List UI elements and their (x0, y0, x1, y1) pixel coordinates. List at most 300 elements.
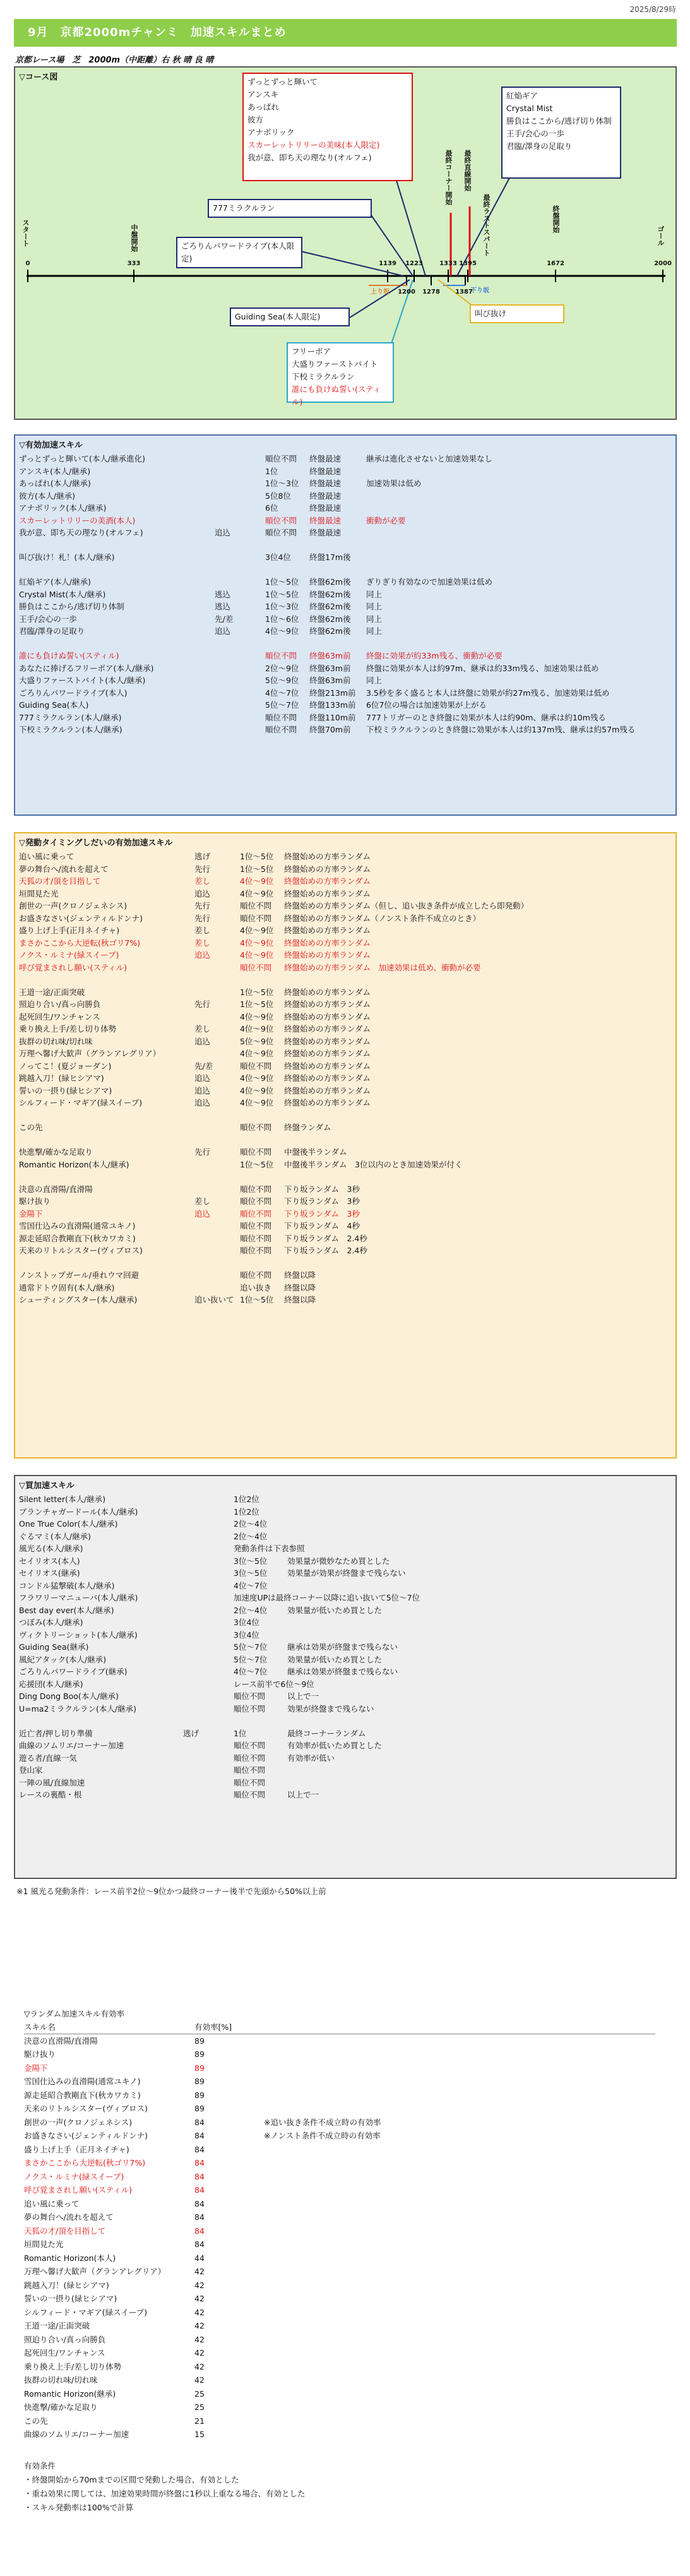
fake-cell: 効果量が微妙なため買とした (287, 1556, 390, 1566)
accel-row (19, 699, 672, 712)
fake-cell: 遊る者/直線一気 (19, 1753, 77, 1763)
timing-cell (194, 1134, 240, 1147)
box-top-skills (242, 73, 413, 181)
timing-cell (194, 1232, 240, 1245)
accel-cell (215, 699, 265, 712)
accel-cell: 4位〜9位 (265, 626, 299, 636)
timing-cell (341, 1023, 644, 1035)
accel-row (19, 588, 672, 601)
accel-cell (215, 490, 265, 503)
rate-cell (264, 2089, 516, 2102)
fake-cell: つぼみ(本人/継承) (19, 1618, 83, 1627)
rate-cell: 21 (194, 2416, 205, 2426)
timing-cell (341, 863, 644, 876)
fake-cell: U=ma2ミラクルラン(本人/継承) (19, 1703, 137, 1714)
rate-cell (264, 2360, 516, 2374)
fake-cell: Best day ever(本人/継承) (19, 1605, 114, 1615)
rate-cell (264, 2197, 516, 2211)
timing-cell: 4位〜9位 (240, 1024, 274, 1034)
timing-cell: 終盤始めの方率ランダム (284, 950, 371, 960)
fake-cell: 風光る(本人/継承) (19, 1544, 83, 1553)
footnote: ※1 風光る発動条件：レース前半2位〜9位かつ最終コーナー後半で先頭から50%以上前 (16, 1887, 326, 1896)
accel-row (19, 465, 672, 478)
rate-row (24, 2075, 655, 2089)
rate-row (24, 2400, 655, 2414)
rate-cell: Romantic Horizon(継承) (24, 2388, 116, 2399)
fake-row (19, 1789, 672, 1801)
rate-cell: 84 (194, 2158, 205, 2168)
rate-row (24, 2265, 655, 2279)
rate-header-name: スキル名 (24, 2022, 56, 2032)
timing-cell (19, 1257, 194, 1270)
accel-cell: 6位7位の場合は加速効果が上がる (366, 700, 487, 710)
timing-cell: シューティングスター(本人/継承) (19, 1295, 138, 1304)
fake-cell (287, 1493, 653, 1506)
accel-cell: 終盤最速 (309, 528, 342, 537)
timing-row (19, 900, 672, 912)
timing-cell: 下り坂ランダム 2.4秒 (284, 1246, 367, 1255)
fake-cell: 順位不問 (234, 1753, 266, 1763)
accel-cell: 王手/会心の一歩 (19, 614, 77, 624)
page-title: 9月 京都2000mチャンミ 加速スキルまとめ (14, 19, 677, 47)
rate-cell: 84 (194, 2144, 205, 2154)
fake-row (19, 1752, 672, 1765)
timing-cell (194, 1220, 240, 1232)
rate-cell: 42 (194, 2361, 205, 2371)
timing-cell (19, 1134, 194, 1147)
fake-row (19, 1727, 672, 1740)
rate-cell: 42 (194, 2321, 205, 2330)
accel-cell: 君臨/澤身の足取り (19, 626, 85, 636)
timing-cell: 終盤始めの方率ランダム (284, 1011, 371, 1022)
accel-cell: 追込 (215, 528, 231, 537)
downhill-label: 下り坂 (470, 287, 489, 294)
fake-cell: フラワリーマニューバ(本人/継承) (19, 1593, 138, 1602)
timing-cell: 金陽下 (19, 1208, 43, 1219)
course-ticks (28, 270, 663, 285)
fake-cell: 逃げ (183, 1728, 199, 1738)
timing-cell (341, 1269, 644, 1282)
box-right-line: 王手/会心の一歩 (506, 129, 564, 138)
timing-cell: 終盤始めの方率ランダム (284, 1024, 371, 1034)
accel-cell (19, 539, 215, 552)
fake-cell: 順位不問 (234, 1691, 266, 1701)
accel-cell: 終盤110m前 (309, 712, 356, 722)
timing-cell: 誓いの一摂り(緑ヒシアマ) (19, 1085, 112, 1095)
timing-cell: 中盤後半ランダム (284, 1147, 347, 1157)
timing-cell (341, 986, 644, 999)
timing-cell (341, 937, 644, 950)
timing-cell: 順位不問 (240, 962, 272, 972)
timing-row (19, 1097, 672, 1109)
timing-cell (341, 900, 644, 912)
timing-cell: 4位〜9位 (240, 938, 274, 948)
rate-cell: ※ノンスト条件不成立時の有効率 (264, 2131, 381, 2140)
accel-row (19, 539, 672, 552)
rate-cell: 照迫り合い/真っ向勝負 (24, 2334, 106, 2344)
rate-cell: 万理へ馨げ大歓声（グランアレグリア） (24, 2267, 166, 2276)
accel-cell (309, 539, 366, 552)
timing-row (19, 1134, 672, 1147)
timing-cell: まさかここから大逆転(秋ゴリ7%) (19, 938, 141, 948)
rate-row (24, 2251, 655, 2265)
tick-3: 1223 (405, 260, 423, 267)
timing-cell: 終盤始めの方率ランダム (284, 888, 371, 898)
rate-header-note (264, 2020, 516, 2034)
timing-cell: 乗り換え上手/差し切り体勢 (19, 1024, 117, 1034)
fake-cell: 順位不問 (234, 1765, 266, 1775)
rate-cell (264, 2414, 516, 2428)
rate-cell: 誓いの一摂り(緑ヒシアマ) (24, 2294, 117, 2303)
accel-row (19, 650, 672, 662)
timing-cell (284, 974, 341, 986)
timing-row (19, 875, 672, 888)
timing-cell: 快進撃/確かな足取り (19, 1147, 93, 1157)
last-spurt-label: 最終ラストスパート (482, 194, 491, 256)
accel-cell (366, 539, 619, 552)
timing-cell: 起死回生/ワンチャンス (19, 1011, 100, 1022)
accel-cell: 終盤に効果が本人は約97m、継承は約33m残る、加速効果は低め (366, 663, 599, 673)
rate-cell: 42 (194, 2280, 205, 2290)
timing-cell: 4位〜9位 (240, 888, 274, 898)
box-right-line: 勝負はここから/逃げ切り体制 (506, 116, 612, 126)
fake-cell: 4位〜7位 (234, 1580, 268, 1590)
accel-row (19, 490, 672, 503)
rate-cell: 84 (194, 2117, 205, 2127)
rate-row (24, 2224, 655, 2238)
timing-cell: 追込 (194, 950, 211, 960)
timing-cell: 順位不問 (240, 1233, 272, 1243)
accel-cell: 順位不問 (265, 528, 297, 537)
timing-row (19, 1232, 672, 1245)
timing-row (19, 1208, 672, 1220)
fake-row (19, 1592, 672, 1604)
fake-cell: 最終コーナーランダム (287, 1728, 366, 1738)
accel-cell: 777トリガーのとき終盤に効果が本人は約90m、継承は約10m残る (366, 712, 606, 722)
timing-cell: 1位〜5位 (240, 1159, 274, 1169)
accel-cell (309, 564, 366, 576)
accel-cell: アナボリック(本人/継承) (19, 503, 107, 513)
accel-cell: 終盤62m後 (309, 626, 351, 636)
timing-cell: 差し (194, 926, 211, 935)
timing-cell: 追込 (194, 1098, 211, 1107)
accel-cell: アンスキ(本人/継承) (19, 466, 91, 476)
timing-cell: 終盤以降 (284, 1295, 316, 1304)
fake-cell: ごろりんパワードライブ(継承) (19, 1667, 128, 1676)
accel-cell: 3位4位 (265, 552, 291, 562)
fake-cell (287, 1764, 653, 1777)
fake-cell: 継承は効果が終盤まで残らない (287, 1642, 398, 1652)
accel-cell: 彼方(本人/継承) (19, 491, 75, 501)
accel-cell: 継承は進化させないと加速効果なし (366, 454, 493, 463)
accel-cell: 終盤最速 (309, 503, 342, 513)
timing-cell (240, 1257, 284, 1270)
timing-cell: 4位〜9位 (240, 950, 274, 960)
rate-cell: 天来のリトルシスター(ヴィブロス) (24, 2104, 148, 2113)
rate-cell: 84 (194, 2198, 205, 2209)
accel-cell: ごろりんパワードライブ(本人) (19, 688, 128, 698)
accel-cell: 順位不問 (265, 454, 297, 463)
rate-cell: 84 (194, 2212, 205, 2222)
rate-row (24, 2102, 655, 2116)
timing-cell (194, 1109, 240, 1122)
fake-row (19, 1641, 672, 1654)
timing-row (19, 1047, 672, 1060)
accel-cell: 終盤最速 (309, 454, 342, 463)
timing-cell (341, 949, 644, 962)
fake-cell: 3位〜5位 (234, 1556, 268, 1566)
rate-cell: 84 (194, 2239, 205, 2249)
rate-cell: 抜群の切れ味/切れ味 (24, 2375, 98, 2385)
timing-cell: シルフィード・マギア(緑スイープ) (19, 1098, 143, 1107)
timing-row (19, 986, 672, 999)
timing-cell (341, 1072, 644, 1085)
accel-cell: 同上 (366, 626, 383, 636)
timing-cell: 1位〜5位 (240, 987, 274, 997)
timing-cell: 追い抜いて (194, 1295, 234, 1304)
fake-cell: 1位 (234, 1728, 247, 1738)
timing-cell: 終盤始めの方率ランダム (284, 1049, 371, 1058)
box-top-line: アンスキ (247, 90, 279, 99)
rate-header (24, 2020, 655, 2034)
timing-cell (341, 1257, 644, 1270)
timing-cell (240, 1109, 284, 1122)
rate-cell: 雪国仕込みの直滑陽(通常ユキノ) (24, 2077, 141, 2086)
rate-row (24, 2387, 655, 2401)
rate-cell: 42 (194, 2334, 205, 2344)
accel-cell: 順位不問 (265, 725, 297, 734)
timing-cell: 終盤始めの方率ランダム (284, 864, 371, 874)
timing-cell: 終盤以降 (284, 1270, 316, 1280)
box-top-line: あっぱれ (247, 102, 279, 112)
box-saki: 叫び抜け (470, 304, 564, 323)
rate-cell: この先 (24, 2416, 48, 2426)
rate-cell (264, 2075, 516, 2089)
accel-cell (366, 638, 619, 650)
accel-cell: 逃込 (215, 589, 231, 599)
late-start-label: 終盤開始 (552, 205, 560, 233)
rate-cell (264, 2102, 516, 2116)
accel-cell (215, 465, 265, 478)
rate-header-rate: 有効率[%] (194, 2022, 232, 2032)
timing-row (19, 998, 672, 1011)
rate-cell (264, 2265, 516, 2279)
fake-row (19, 1604, 672, 1617)
cond-line: ・終盤開始から70mまでの区間で発動した場合、有効とした (24, 2474, 239, 2484)
timing-row (19, 1109, 672, 1122)
timing-cell: 終盤始めの方率ランダム (284, 1085, 371, 1095)
timing-cell: この先 (19, 1123, 43, 1132)
rate-cell (264, 2428, 516, 2442)
rate-cell: 盛り上げ上手（正月ネイチャ) (24, 2144, 129, 2154)
rate-cell: お盛きなさい(ジェンティルドンナ) (24, 2131, 148, 2140)
rate-cell (264, 2048, 516, 2061)
fake-cell: 効果量が低いため買とした (287, 1654, 383, 1664)
fake-cell (287, 1777, 653, 1789)
timing-table (15, 850, 675, 1309)
rate-row (24, 2292, 655, 2306)
accel-cell (265, 638, 309, 650)
fake-cell: 順位不問 (234, 1741, 266, 1750)
accel-cell: 誰にも負けぬ誓い(スティル) (19, 651, 119, 660)
timing-cell (341, 1134, 644, 1147)
rate-cell: 42 (194, 2348, 205, 2358)
timing-cell (341, 1121, 644, 1134)
accel-title: ▽有効加速スキル (19, 441, 83, 450)
fake-cell (287, 1592, 653, 1604)
timing-cell: 終盤始めの方率ランダム (284, 1098, 371, 1107)
fake-cell: 1位2位 (234, 1494, 259, 1504)
rate-row (24, 2279, 655, 2293)
timing-cell: 4位〜9位 (240, 876, 274, 886)
box-guiding: Guiding Sea(本人限定) (230, 307, 350, 326)
rate-table (24, 2034, 655, 2442)
accel-cell: 加速効果は低め (366, 479, 422, 488)
fake-row (19, 1629, 672, 1642)
fake-cell: 曲線のソムリエ/コーナー加速 (19, 1741, 124, 1750)
timing-cell (341, 1208, 644, 1220)
timing-cell: 呼び覚まされし願い(スティル) (19, 962, 128, 972)
timing-cell (194, 1011, 240, 1023)
timing-cell: 終盤始めの方率ランダム (284, 852, 371, 861)
rate-cell: 89 (194, 2049, 205, 2059)
timing-cell (341, 1294, 644, 1306)
accel-cell: 順位不問 (265, 651, 297, 660)
tick-1: 333 (127, 260, 141, 267)
timing-cell: 終盤始めの方率ランダム (284, 1073, 371, 1083)
timing-cell: 4位〜9位 (240, 1049, 274, 1058)
fake-cell: 3位〜5位 (234, 1568, 268, 1578)
accel-cell: 下校ミラクルランのとき終盤に効果が本人は約137m残、継承は約57m残る (366, 725, 636, 734)
rate-cell: Romantic Horizon(本人) (24, 2253, 116, 2263)
rate-cell: 89 (194, 2077, 205, 2086)
cond-title: 有効条件 (24, 2460, 56, 2471)
timing-row (19, 1257, 672, 1270)
fake-cell: One True Color(本人/継承) (19, 1519, 118, 1529)
fake-cell (183, 1789, 234, 1801)
timing-cell: 順位不問 (240, 1147, 272, 1157)
timing-cell: 終盤始めの方率ランダム (284, 1036, 371, 1046)
timing-cell: 盛り上げ上手(正月ネイチャ) (19, 926, 120, 935)
accel-cell: 下校ミラクルラン(本人/継承) (19, 725, 122, 734)
accel-cell (215, 502, 265, 515)
rate-cell: 25 (194, 2388, 205, 2399)
box-top-line: 我が意、即ち天の理なり(オルフェ) (247, 153, 372, 162)
fake-row (19, 1764, 672, 1777)
timing-cell: 追い風に乗って (19, 852, 74, 861)
timing-cell (341, 1146, 644, 1159)
timing-cell: 下り坂ランダム 4秒 (284, 1221, 360, 1231)
accel-skills-panel (14, 434, 677, 816)
rate-section (24, 2008, 655, 2515)
timing-row (19, 1195, 672, 1208)
timing-cell: ノってこ！(夏ジョーダン) (19, 1061, 112, 1071)
accel-cell: あっぱれ(本人/継承) (19, 479, 91, 488)
fake-cell: 継承は効果が終盤まで残らない (287, 1667, 398, 1676)
fake-cell (287, 1506, 653, 1518)
rate-cell (264, 2292, 516, 2306)
accel-row (19, 662, 672, 675)
accel-cell: 逃込 (215, 602, 231, 611)
timing-cell: 下り坂ランダム 3秒 (284, 1196, 360, 1206)
timing-cell (341, 1060, 644, 1073)
accel-cell (215, 638, 265, 650)
rate-cell: 89 (194, 2036, 205, 2046)
rate-cell (264, 2346, 516, 2360)
accel-row (19, 515, 672, 527)
rate-cell (264, 2183, 516, 2197)
course-subtitle: 京都レース場 芝 2000m（中距離）右 秋 晴 良 晴 (15, 56, 214, 65)
timing-cell: 天来のリトルシスター(ヴィブロス) (19, 1246, 143, 1255)
course-diagram (14, 66, 677, 420)
timing-cell (284, 1171, 341, 1183)
fake-row (19, 1715, 672, 1727)
accel-cell: 終盤70m前 (309, 725, 351, 734)
rate-cell: 決意の直滑陽/直滑陽 (24, 2036, 98, 2046)
accel-cell: 叫び抜け！札！(本人/継承) (19, 552, 115, 562)
timing-row (19, 1282, 672, 1294)
fake-cell: ぐるマミ(本人/継承) (19, 1531, 91, 1541)
timing-row (19, 1023, 672, 1035)
timing-row (19, 888, 672, 900)
fake-cell (287, 1518, 653, 1530)
timing-cell (194, 1269, 240, 1282)
accel-cell (215, 650, 265, 662)
fake-cell (287, 1530, 653, 1543)
accel-cell (19, 564, 215, 576)
timing-cell (341, 1244, 644, 1257)
accel-row (19, 600, 672, 613)
timing-cell: 追込 (194, 1073, 211, 1083)
timing-cell: 源走延昭合教剛直下(秋カワカミ) (19, 1233, 136, 1243)
timing-cell: 順位不問 (240, 1061, 272, 1071)
fake-cell (183, 1764, 234, 1777)
rate-cell (264, 2333, 516, 2347)
timing-cell (194, 1257, 240, 1270)
rate-cell: 42 (194, 2375, 205, 2385)
timing-cell: 順位不問 (240, 1123, 272, 1132)
rate-cell (264, 2387, 516, 2401)
rate-cell (264, 2156, 516, 2170)
timing-cell: 先行 (194, 901, 211, 910)
timing-cell (341, 1097, 644, 1109)
fake-cell: Ding Dong Boo(本人/継承) (19, 1691, 119, 1701)
timing-row (19, 924, 672, 937)
rate-cell (264, 2224, 516, 2238)
accel-cell: 終盤63m前 (309, 663, 351, 673)
box-bottom-line: 下校ミラクルラン (292, 372, 355, 381)
timing-cell: 下り坂ランダム 3秒 (284, 1184, 360, 1194)
timing-row (19, 1072, 672, 1085)
rate-cell: 25 (194, 2402, 205, 2412)
timing-cell (194, 1121, 240, 1134)
timing-cell: 逃げ (194, 852, 211, 861)
rate-cell: 89 (194, 2104, 205, 2113)
timing-cell: 先/差 (194, 1061, 213, 1071)
accel-cell: 勝負はここから/逃げ切り体制 (19, 602, 124, 611)
box-bottom-line: 誰にも負けぬ誓い(スティル) (292, 385, 381, 407)
timing-cell: 5位〜9位 (240, 1036, 274, 1046)
fake-cell: 4位〜7位 (234, 1667, 268, 1676)
timing-row (19, 1121, 672, 1134)
timing-cell (194, 962, 240, 974)
fake-cell (183, 1739, 234, 1752)
timing-cell: 終盤始めの方率ランダム (284, 987, 371, 997)
accel-cell (366, 502, 619, 515)
timing-cell: 先行 (194, 913, 211, 923)
start-label: スタート (21, 219, 30, 247)
box-right-line: 紅焔ギア (506, 91, 538, 100)
